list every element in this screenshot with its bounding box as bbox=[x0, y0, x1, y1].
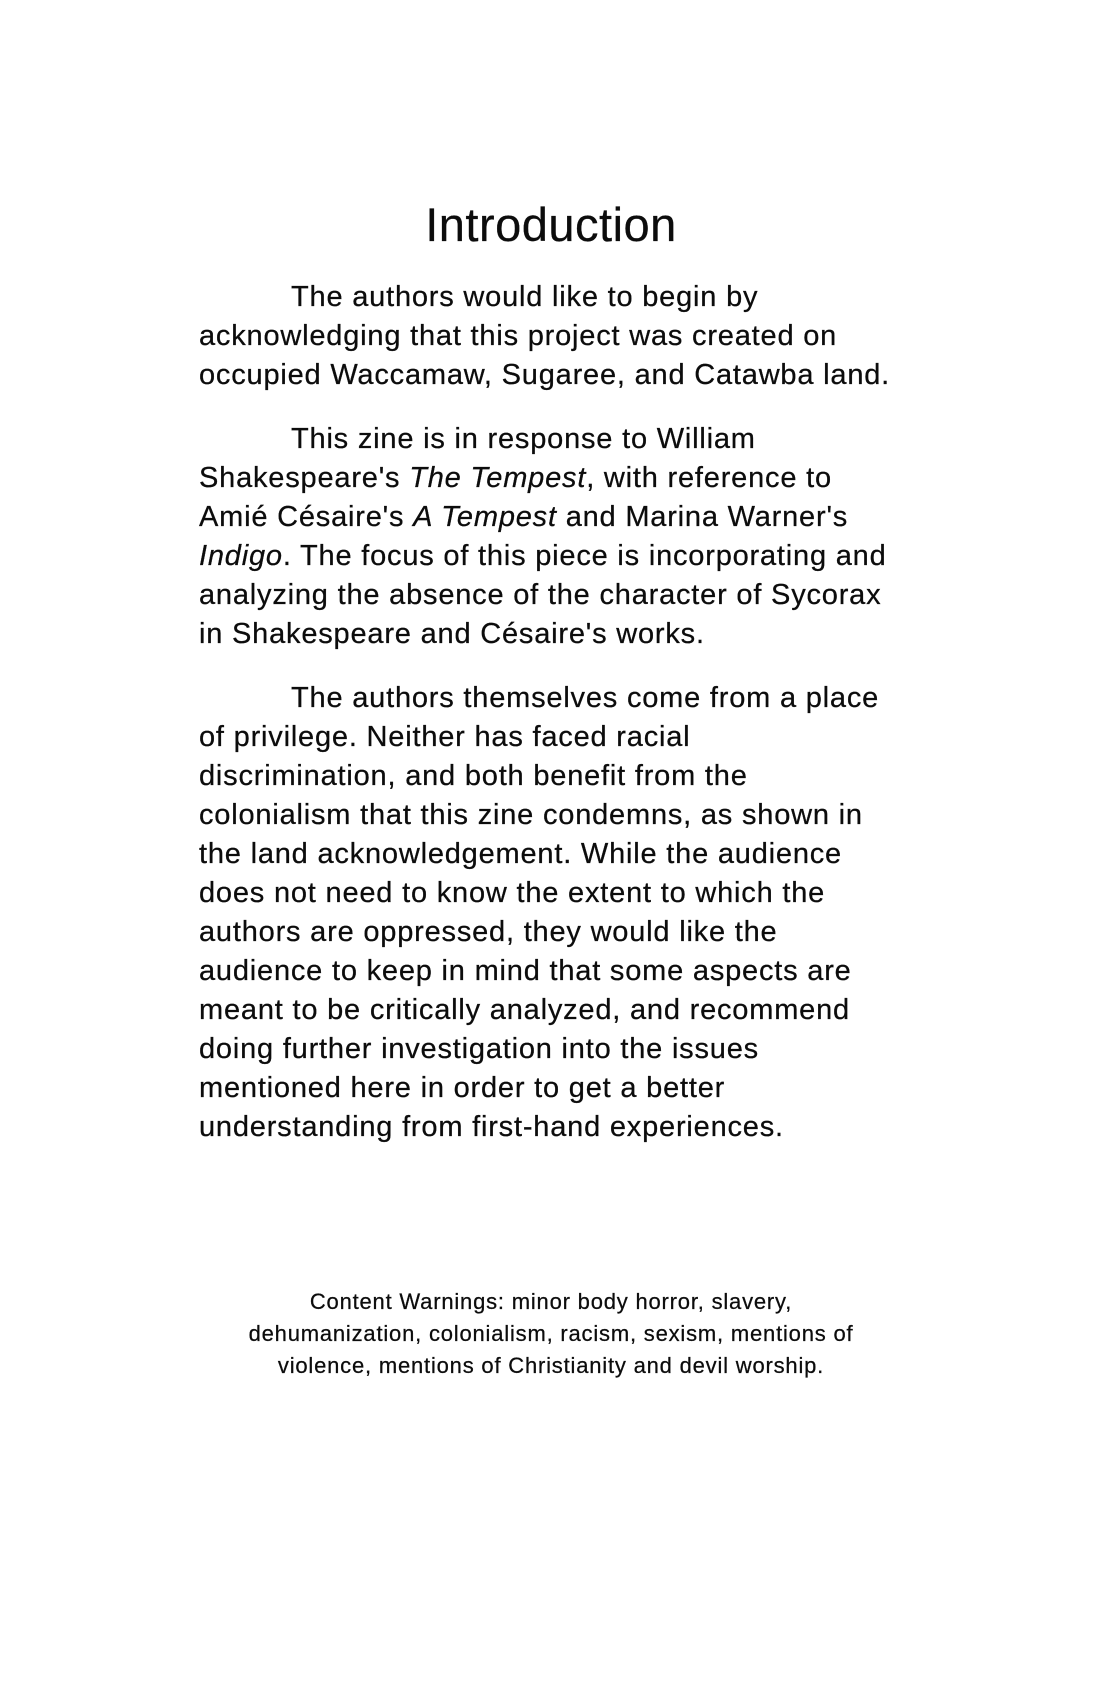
paragraph bbox=[199, 679, 903, 1147]
text-segment: This zine is in response to William bbox=[291, 423, 756, 455]
text-segment: the land acknowledgement. While the audience bbox=[199, 838, 842, 870]
italic-title-text: Indigo bbox=[199, 540, 283, 572]
text-line bbox=[199, 718, 903, 757]
text-segment: violence, mentions of Christianity and devil worship. bbox=[277, 1353, 825, 1378]
text-line bbox=[199, 615, 903, 654]
paragraph bbox=[199, 420, 903, 654]
text-segment: meant to be critically analyzed, and recommend bbox=[199, 994, 850, 1026]
text-line bbox=[199, 952, 903, 991]
text-line bbox=[199, 1108, 903, 1147]
text-segment: mentioned here in order to get a better bbox=[199, 1072, 726, 1104]
text-line bbox=[199, 1069, 903, 1108]
text-line bbox=[199, 757, 903, 796]
text-segment: authors are oppressed, they would like the bbox=[199, 916, 778, 948]
text-segment: in Shakespeare and Césaire's works. bbox=[199, 618, 705, 650]
text-segment: doing further investigation into the issues bbox=[199, 1033, 759, 1065]
text-line bbox=[199, 498, 903, 537]
text-line bbox=[199, 874, 903, 913]
paragraph bbox=[199, 278, 903, 395]
text-segment: discrimination, and both benefit from the bbox=[199, 760, 748, 792]
text-segment: dehumanization, colonialism, racism, sexism, mentions of bbox=[248, 1321, 854, 1346]
text-segment: colonialism that this zine condemns, as shown in bbox=[199, 799, 863, 831]
text-line bbox=[199, 317, 903, 356]
text-line bbox=[199, 913, 903, 952]
text-line bbox=[199, 679, 903, 718]
text-line bbox=[199, 278, 903, 317]
text-segment: The authors would like to begin by bbox=[291, 281, 759, 313]
text-line bbox=[199, 576, 903, 615]
text-line bbox=[199, 459, 903, 498]
text-line bbox=[199, 1286, 903, 1318]
italic-title-text: A Tempest bbox=[413, 501, 557, 533]
text-segment: occupied Waccamaw, Sugaree, and Catawba land. bbox=[199, 359, 891, 391]
text-segment: understanding from first-hand experiences. bbox=[199, 1111, 784, 1143]
text-segment: , with reference to bbox=[586, 462, 832, 494]
text-line bbox=[199, 1030, 903, 1069]
text-segment: . The focus of this piece is incorporating and bbox=[282, 540, 887, 572]
body-text bbox=[199, 278, 903, 1147]
text-segment: The authors themselves come from a place bbox=[291, 682, 880, 714]
page-title: Introduction bbox=[425, 198, 677, 251]
text-segment: Shakespeare's bbox=[199, 462, 410, 494]
text-line bbox=[199, 356, 903, 395]
text-line bbox=[199, 796, 903, 835]
content-warnings bbox=[199, 1286, 903, 1382]
text-segment: analyzing the absence of the character of Sycorax bbox=[199, 579, 882, 611]
text-segment: of privilege. Neither has faced racial bbox=[199, 721, 691, 753]
text-line bbox=[199, 537, 903, 576]
text-line bbox=[199, 1318, 903, 1350]
text-segment: acknowledging that this project was created on bbox=[199, 320, 838, 352]
text-segment: does not need to know the extent to which the bbox=[199, 877, 826, 909]
text-line bbox=[199, 835, 903, 874]
text-segment: and Marina Warner's bbox=[556, 501, 849, 533]
italic-title-text: The Tempest bbox=[409, 462, 587, 494]
text-line bbox=[199, 1350, 903, 1382]
text-line bbox=[199, 991, 903, 1030]
text-segment: audience to keep in mind that some aspects are bbox=[199, 955, 852, 987]
text-segment: Content Warnings: minor body horror, slavery, bbox=[309, 1289, 793, 1314]
text-line bbox=[199, 420, 903, 459]
text-segment: Amié Césaire's bbox=[199, 501, 414, 533]
